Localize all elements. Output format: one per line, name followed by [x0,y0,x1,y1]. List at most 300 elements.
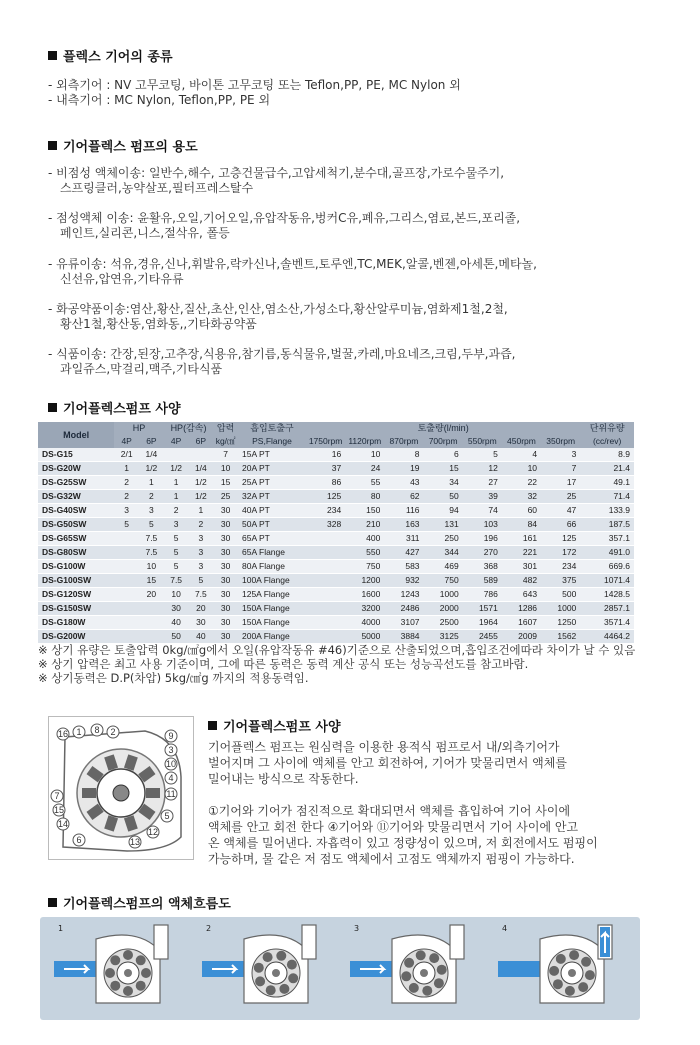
gear-number-label: 15 [53,805,65,815]
spec-cell: 1428.5 [580,588,634,602]
spec-cell: 5 [139,518,164,532]
spec-cell: 1 [114,462,139,476]
spec-cell: 200A Flange [238,630,306,644]
spec-cell [306,588,345,602]
gear-number-label: 3 [168,745,174,755]
spec-cell: 427 [384,546,423,560]
spec-cell: 469 [424,560,463,574]
spec-cell: 1/4 [189,462,214,476]
th-unit-flow: 단위유량 [580,422,634,435]
spec-cell: 357.1 [580,532,634,546]
description-line: 벌어지며 그 사이에 액체를 안고 회전하여, 기어가 맞물리면서 액체를 [208,756,567,770]
model-cell: DS-G120SW [38,588,114,602]
spec-cell: 30 [213,588,238,602]
model-cell: DS-G25SW [38,476,114,490]
th-rpm: 1120rpm [345,435,384,448]
spec-cell: 5 [164,546,189,560]
use-line: - 화공약품이송:염산,황산,질산,초산,인산,염소산,가성소다,황산알루미늄,염화제1철,2철, [48,302,508,316]
th-rpm: 1750rpm [306,435,345,448]
spec-cell: 1964 [463,616,502,630]
flow-step-number: 1 [58,924,64,933]
spec-cell: 1000 [541,602,580,616]
spec-cell: 491.0 [580,546,634,560]
description-line: 온 액체를 밀어낸다. 자흡력이 있고 정량성이 있으며, 저 회전에서도 펌핑이 [208,836,598,850]
spec-cell: 39 [463,490,502,504]
th-pressure: 압력 [213,422,238,435]
spec-cell: 1571 [463,602,502,616]
type-line-inner: - 내측기어 : MC Nylon, Teflon,PP, PE 외 [48,93,271,107]
gear-number-label: 2 [110,727,116,737]
th-rpm: 450rpm [502,435,541,448]
model-cell: DS-G100W [38,560,114,574]
spec-row [38,504,634,518]
spec-cell: 21.4 [580,462,634,476]
spec-cell: 1 [189,504,214,518]
spec-cell [306,574,345,588]
spec-cell: 5 [114,518,139,532]
spec-cell: 4000 [345,616,384,630]
model-cell: DS-G65SW [38,532,114,546]
spec-cell: 30 [213,518,238,532]
spec-cell: 2009 [502,630,541,644]
gear-number-label: 12 [147,827,159,837]
gear-number-label: 6 [76,835,82,845]
spec-cell [114,532,139,546]
model-cell: DS-G80SW [38,546,114,560]
spec-cell: 20 [139,588,164,602]
spec-cell: 32 [502,490,541,504]
spec-cell [114,560,139,574]
spec-cell: 2455 [463,630,502,644]
spec-cell: 22 [502,476,541,490]
gear-tooth [82,788,96,798]
spec-cell [306,602,345,616]
spec-row [38,490,634,504]
flow-step-panel [202,923,344,1013]
spec-cell: 7.5 [189,588,214,602]
spec-cell [306,532,345,546]
description-line: 가능하며, 물 같은 저 점도 액체에서 고점도 액체까지 펌핑이 가능하다. [208,852,575,866]
spec-cell: 400 [345,532,384,546]
spec-cell: 234 [541,560,580,574]
spec-cell: 270 [463,546,502,560]
spec-cell: 30 [213,532,238,546]
th-port: 흡입토출구 [238,422,306,435]
spec-cell: 196 [463,532,502,546]
gear-number-label: 16 [57,729,69,739]
spec-cell: 30 [213,602,238,616]
spec-cell: 1071.4 [580,574,634,588]
spec-cell: 1200 [345,574,384,588]
gear-number-label: 5 [164,811,170,821]
spec-cell: 103 [463,518,502,532]
spec-cell: 7.5 [139,532,164,546]
spec-cell [114,546,139,560]
spec-cell: 150 [345,504,384,518]
th-rpm: 550rpm [463,435,502,448]
spec-row [38,546,634,560]
use-line: 황산1철,황산동,염화동,,기타화공약품 [60,317,257,331]
spec-cell [114,574,139,588]
spec-cell: 16 [306,448,345,462]
spec-cell: 5 [189,574,214,588]
section-title-flow: 기어플렉스펌프의 액체흐름도 [48,893,231,912]
spec-cell [164,448,189,462]
spec-cell: 1 [164,476,189,490]
description-line: ①기어와 기어가 점진적으로 확대되면서 액체를 흡입하여 기어 사이에 [208,804,571,818]
spec-cell: 30 [189,616,214,630]
spec-cell: 30 [213,574,238,588]
gear-number-label: 4 [168,773,174,783]
spec-cell: 84 [502,518,541,532]
spec-cell: 12 [463,462,502,476]
note-flow: ※ 상기 유량은 토출압력 0kg/㎠g에서 오일(유압작동유 #46)기준으로 산출되었으며,흡입조건에따라 차이가 날 수 있음 [38,643,636,657]
spec-cell: 125A Flange [238,588,306,602]
spec-cell: 3 [139,504,164,518]
spec-row [38,630,634,644]
spec-cell: 86 [306,476,345,490]
spec-cell: 15 [139,574,164,588]
spec-cell: 482 [502,574,541,588]
spec-cell: 43 [384,476,423,490]
flow-step-graphic [54,923,196,1013]
th-flow: 토출량(l/min) [306,422,580,435]
spec-cell [306,546,345,560]
spec-cell: 3 [189,546,214,560]
use-line: - 비점성 액체이송: 일반수,해수, 고층건물급수,고압세척기,분수대,골프장,가로수물주기, [48,166,505,180]
spec-cell: 589 [463,574,502,588]
spec-cell: 3 [541,448,580,462]
use-line: 신선유,압연유,기타유류 [60,272,184,286]
spec-cell: 3 [189,560,214,574]
gear-number-label: 1 [76,727,82,737]
gear-number-label: 9 [168,731,174,741]
model-cell: DS-G100SW [38,574,114,588]
spec-cell: 24 [345,462,384,476]
spec-cell: 10 [213,462,238,476]
use-line: 페인트,실리콘,니스,절삭유, 폴등 [60,226,230,240]
gear-number-label: 8 [94,725,100,735]
spec-cell: 25A PT [238,476,306,490]
spec-cell: 125 [541,532,580,546]
spec-cell: 55 [345,476,384,490]
description-line: 액체를 안고 회전 한다 ④기어와 ⑪기어와 맞물리면서 기어 사이에 안고 [208,820,579,834]
spec-cell: 37 [306,462,345,476]
spec-cell: 583 [384,560,423,574]
spec-cell: 71.4 [580,490,634,504]
spec-cell: 25 [213,490,238,504]
spec-cell: 786 [463,588,502,602]
spec-cell: 3 [114,504,139,518]
spec-cell: 1607 [502,616,541,630]
spec-cell: 750 [345,560,384,574]
spec-cell: 2500 [424,616,463,630]
spec-cell: 187.5 [580,518,634,532]
spec-cell: 10 [502,462,541,476]
use-line: - 유류이송: 석유,경유,신나,휘발유,락카신나,솔벤트,토루엔,TC,MEK,알콜,벤젠,아세톤,메타놀, [48,257,537,271]
spec-cell: 375 [541,574,580,588]
spec-cell: 20 [189,602,214,616]
th-rpm: 700rpm [424,435,463,448]
spec-cell: 210 [345,518,384,532]
spec-cell: 50A PT [238,518,306,532]
spec-cell: 40 [189,630,214,644]
section-title-uses: 기어플렉스 펌프의 용도 [48,136,198,155]
spec-cell: 3571.4 [580,616,634,630]
spec-cell: 344 [424,546,463,560]
spec-cell: 250 [424,532,463,546]
flow-diagram [40,917,640,1020]
spec-cell: 3 [189,532,214,546]
gear-diagram [48,716,194,860]
flow-step-panel [54,923,196,1013]
spec-row [38,532,634,546]
spec-row [38,602,634,616]
model-cell: DS-G50SW [38,518,114,532]
spec-cell: 3107 [384,616,423,630]
spec-cell: 4464.2 [580,630,634,644]
spec-cell: 2 [114,490,139,504]
spec-cell: 49.1 [580,476,634,490]
spec-cell: 94 [424,504,463,518]
model-cell: DS-G20W [38,462,114,476]
spec-cell: 750 [424,574,463,588]
spec-cell: 40A PT [238,504,306,518]
spec-cell: 65A PT [238,532,306,546]
spec-cell: 7.5 [164,574,189,588]
gear-number-label: 11 [166,789,176,799]
th-port-unit: PS,Flange [238,435,306,448]
spec-cell: 7 [213,448,238,462]
spec-cell [114,602,139,616]
spec-cell: 2/1 [114,448,139,462]
spec-cell: 5 [463,448,502,462]
spec-cell: 500 [541,588,580,602]
spec-cell: 2 [164,504,189,518]
spec-cell: 125 [306,490,345,504]
flow-step-panel [350,923,492,1013]
th-hp-reduced: HP(감속) [164,422,213,435]
spec-cell: 550 [345,546,384,560]
model-cell: DS-G15 [38,448,114,462]
spec-cell: 2486 [384,602,423,616]
spec-cell: 368 [463,560,502,574]
spec-cell: 10 [345,448,384,462]
spec-row [38,462,634,476]
spec-cell [139,630,164,644]
gear-number-label: 7 [54,791,60,801]
spec-cell: 2000 [424,602,463,616]
spec-cell: 163 [384,518,423,532]
spec-cell: 1243 [384,588,423,602]
flow-step-number: 2 [206,924,212,933]
spec-row [38,448,634,462]
spec-cell [139,602,164,616]
flow-step-graphic [350,923,492,1013]
flow-step-graphic [202,923,344,1013]
th-4p: 4P [164,435,189,448]
spec-cell: 1562 [541,630,580,644]
spec-cell: 7.5 [139,546,164,560]
th-rpm: 870rpm [384,435,423,448]
spec-cell: 66 [541,518,580,532]
spec-cell: 74 [463,504,502,518]
use-line: 스프링클러,농약살포,필터프레스탈수 [60,181,254,195]
spec-cell: 27 [463,476,502,490]
model-cell: DS-G180W [38,616,114,630]
spec-cell: 34 [424,476,463,490]
spec-cell: 161 [502,532,541,546]
spec-cell: 5 [164,532,189,546]
spec-row [38,588,634,602]
spec-cell: 932 [384,574,423,588]
model-cell: DS-G150SW [38,602,114,616]
spec-cell [306,630,345,644]
model-cell: DS-G40SW [38,504,114,518]
spec-cell: 1/4 [139,448,164,462]
description-line: 기어플렉스 펌프는 원심력을 이용한 용적식 펌프로서 내/외측기어가 [208,740,560,754]
gear-diagram-svg [49,717,193,859]
spec-cell [114,630,139,644]
note-power: ※ 상기동력은 D.P(차압) 5kg/㎠g 까지의 적용동력임. [38,671,309,685]
spec-cell: 10 [164,588,189,602]
spec-cell: 669.6 [580,560,634,574]
spec-cell: 3125 [424,630,463,644]
spec-cell: 2857.1 [580,602,634,616]
spec-cell: 328 [306,518,345,532]
use-line: 과일쥬스,막걸리,맥주,기타식품 [60,362,223,376]
spec-cell: 15 [424,462,463,476]
th-hp: HP [114,422,163,435]
spec-row [38,518,634,532]
spec-cell: 8.9 [580,448,634,462]
spec-cell: 133.9 [580,504,634,518]
description-line: 밀어내는 방식으로 작동한다. [208,772,359,786]
note-pressure: ※ 상기 압력은 최고 사용 기준이며, 그에 따른 동력은 동력 계산 공식 또는 성능곡선도를 참고바람. [38,657,529,671]
section-title-gear-types: 플렉스 기어의 종류 [48,46,173,65]
spec-cell: 172 [541,546,580,560]
spec-cell: 1250 [541,616,580,630]
th-pressure-unit: kg/㎠ [213,435,238,448]
spec-cell: 1/2 [139,462,164,476]
spec-cell: 60 [502,504,541,518]
spec-cell: 1000 [424,588,463,602]
section-title-spec: 기어플렉스펌프 사양 [48,398,181,417]
gear-number-label: 10 [165,759,177,769]
spec-cell: 65A Flange [238,546,306,560]
section-title-description: 기어플렉스펌프 사양 [208,716,341,735]
gear-tooth [146,788,160,798]
th-6p: 6P [189,435,214,448]
spec-cell: 15 [213,476,238,490]
spec-cell: 30 [213,546,238,560]
spec-cell: 3 [164,518,189,532]
spec-cell: 47 [541,504,580,518]
use-line: - 식품이송: 간장,된장,고추장,식용유,참기름,동식물유,벌꿀,카레,마요네즈,크림,두부,과즙, [48,347,516,361]
spec-cell: 50 [164,630,189,644]
spec-cell: 116 [384,504,423,518]
use-line: - 점성액체 이송: 윤활유,오일,기어오일,유압작동유,벙커C유,폐유,그리스,염료,본드,포리졸, [48,211,521,225]
spec-cell: 100A Flange [238,574,306,588]
spec-row [38,616,634,630]
spec-cell: 20A PT [238,462,306,476]
th-4p: 4P [114,435,139,448]
spec-cell: 30 [213,560,238,574]
spec-cell: 4 [502,448,541,462]
type-line-outer: - 외측기어 : NV 고무코팅, 바이톤 고무코팅 또는 Teflon,PP, PE, MC Nylon 외 [48,78,461,92]
spec-cell: 8 [384,448,423,462]
spec-cell: 3884 [384,630,423,644]
spec-row [38,476,634,490]
spec-cell: 7 [541,462,580,476]
spec-cell: 80 [345,490,384,504]
gear-number-label: 14 [57,819,69,829]
spec-cell: 30 [164,602,189,616]
spec-cell: 2 [139,490,164,504]
flow-step-number: 3 [354,924,360,933]
spec-cell: 1600 [345,588,384,602]
flow-step-graphic [498,923,640,1013]
spec-cell: 1 [164,490,189,504]
spec-cell: 150A Flange [238,616,306,630]
spec-cell: 17 [541,476,580,490]
model-cell: DS-G32W [38,490,114,504]
spec-cell: 221 [502,546,541,560]
spec-cell: 2 [114,476,139,490]
spec-cell: 32A PT [238,490,306,504]
spec-cell: 311 [384,532,423,546]
spec-cell: 301 [502,560,541,574]
spec-cell: 15A PT [238,448,306,462]
flow-step-panel [498,923,640,1013]
spec-cell: 3200 [345,602,384,616]
spec-cell: 30 [213,616,238,630]
spec-cell: 5 [164,560,189,574]
spec-cell: 6 [424,448,463,462]
spec-cell: 25 [541,490,580,504]
th-unit-sub: (cc/rev) [580,435,634,448]
spec-row [38,560,634,574]
spec-cell: 131 [424,518,463,532]
spec-cell: 643 [502,588,541,602]
th-model: Model [38,422,114,448]
spec-cell [306,560,345,574]
flow-step-number: 4 [502,924,508,933]
spec-cell: 50 [424,490,463,504]
model-cell: DS-G200W [38,630,114,644]
spec-cell: 1 [139,476,164,490]
spec-cell [114,616,139,630]
spec-cell: 40 [164,616,189,630]
gear-number-label: 13 [129,837,141,847]
spec-cell [114,588,139,602]
spec-cell: 30 [213,504,238,518]
spec-cell: 1/2 [164,462,189,476]
spec-cell [306,616,345,630]
spec-cell: 150A Flange [238,602,306,616]
spec-cell: 5000 [345,630,384,644]
spec-cell: 1286 [502,602,541,616]
spec-cell: 10 [139,560,164,574]
spec-cell: 2 [189,518,214,532]
spec-cell: 30 [213,630,238,644]
spec-cell: 80A Flange [238,560,306,574]
th-6p: 6P [139,435,164,448]
spec-row [38,574,634,588]
spec-cell [139,616,164,630]
spec-cell: 62 [384,490,423,504]
spec-cell: 1/2 [189,490,214,504]
